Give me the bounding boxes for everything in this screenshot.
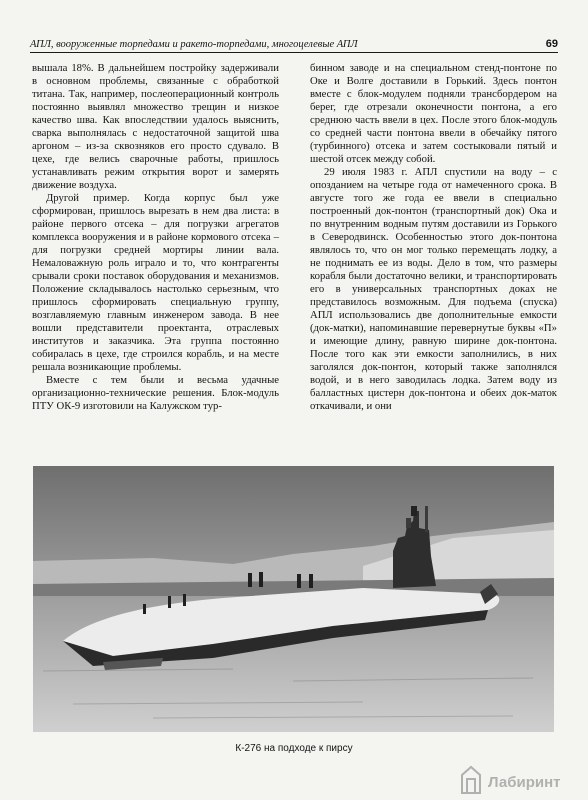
page-number: 69: [545, 38, 558, 50]
paragraph: вышала 18%. В дальнейшем постройку задерживали в основном проблемы, связанные с обработкой титана. Так, например, послеоперационный контроль постоянно выявлял множество трещин и низкое качество шва. Как впоследствии удалось выяснить, сварка выполнялась с недостаточной защитой шва аргоном – из-за сквозняков его просто сдувало. В цехе, где велись сварочные работы, пришлось устанавливать режим открытия ворот и замерять движение воздуха.: [32, 62, 279, 191]
running-header-title: АПЛ, вооруженные торпедами и ракето-торпедами, многоцелевые АПЛ: [30, 39, 358, 50]
labirint-watermark: [458, 755, 578, 795]
running-header: [30, 34, 558, 53]
paragraph: Другой пример. Когда корпус был уже сформирован, пришлось вырезать в нем два листа: в районе первого отсека – для погрузки агрегатов комплекса вооружения и в районе кормового отсека – для погрузки средней мортиры линии вала. Немаловажную роль играло и то, что контрагенты срывали сроки поставок оборудования и механизмов. Положение складывалось настолько серьезным, что пришлось сформировать специальную группу, возглавляемую главным инженером завода. В нее вошли представители проектанта, отраслевых институтов и заказчика. Эта группа постоянно собиралась в цехе, где строился корабль, и на месте решала возникающие проблемы.: [32, 192, 279, 373]
watermark-text: Лабиринт: [488, 774, 561, 791]
submarine-photo: [33, 466, 554, 732]
left-text-column: [32, 62, 279, 413]
photo-caption: К-276 на подходе к пирсу: [235, 743, 353, 754]
paragraph: бинном заводе и на специальном стенд-понтоне по Оке и Волге доставили в Горький. Здесь понтон вместе с блок-модулем подняли трансбордером на берег, где отрезали оконечности понтона, а его среднюю часть ввели в цех. После этого блок-модуль со средней части понтона ввели в обечайку пятого (турбинного) отсека и затем состыковали пятый и шестой отсек между собой.: [310, 62, 557, 165]
labirint-logo-icon: [458, 765, 484, 795]
paragraph: 29 июля 1983 г. АПЛ спустили на воду – с опозданием на четыре года от намеченного срока. В августе того же года ее ввели в специально построенный док-понтон (транспортный док) Ока и по внутренним водным путям доставили из Горького в Северодвинск. Особенностью этого док-понтона являлось то, что он мог только перемещать лодку, а не поднимать ее из воды. Дело в том, что размеры корабля были достаточно велики, и транспортировать его в универсальных транспортных доках не представилось возможным. Для подъема (спуска) АПЛ использовались две дополнительные емкости (док-матки), напоминавшие перевернутые буквы «П» и имеющие длину, равную ширине док-понтона. После того как эти емкости заполнились, в них заголялся док-понтон, который также заполнялся водой, и в него заводилась лодка. Затем воду из балластных цистерн док-понтона и обеих док-маток откачивали, и они: [310, 166, 557, 412]
right-text-column: [310, 62, 557, 413]
paragraph: Вместе с тем были и весьма удачные организационно-технические решения. Блок-модуль ПТУ ОК-9 изготовили на Калужском тур-: [32, 374, 279, 412]
